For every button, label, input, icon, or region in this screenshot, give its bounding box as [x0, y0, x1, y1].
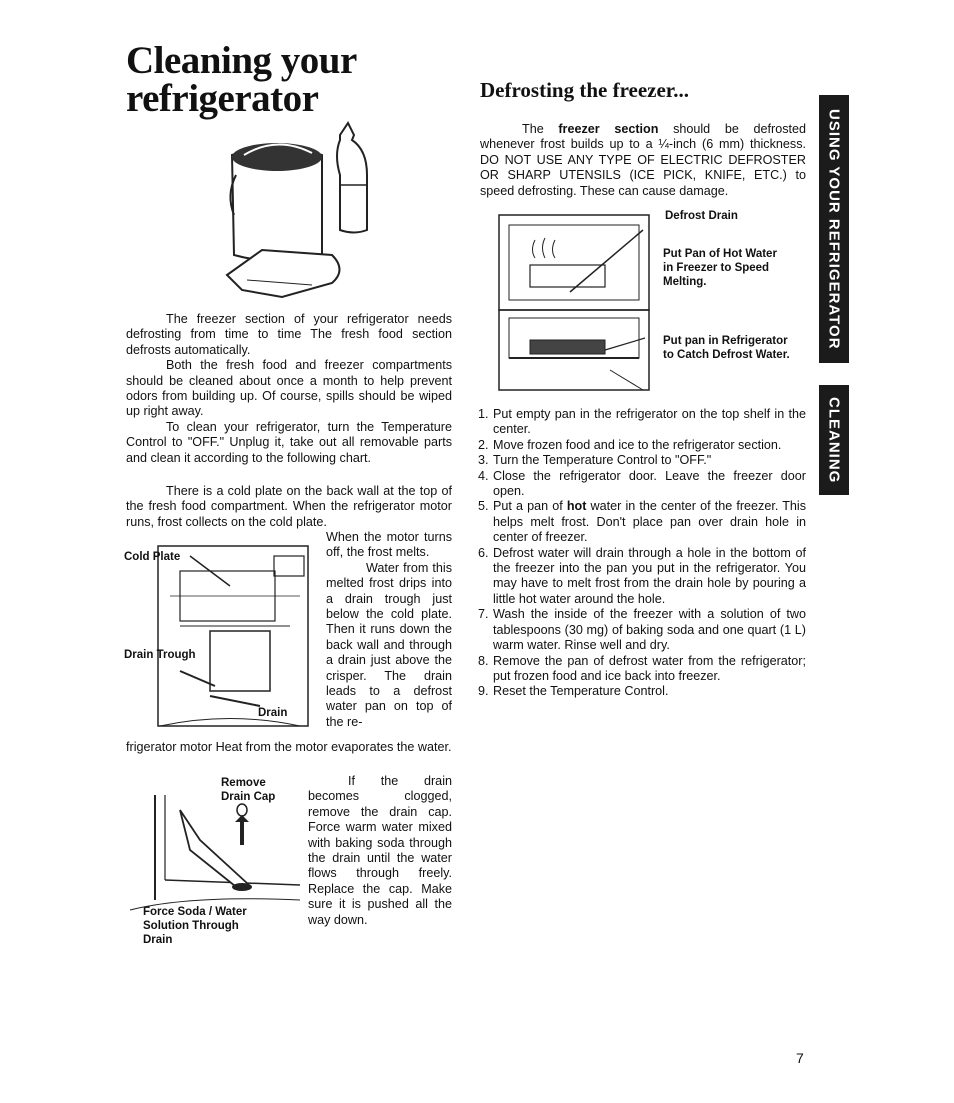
- left-para-5-tail: frigerator motor Heat from the motor evaporates the water.: [126, 740, 452, 754]
- left-para-2: Both the fresh food and freezer compartments should be cleaned about once a month to help prevent odors from building up. Of course, spills should be wiped up right away.: [126, 358, 452, 419]
- left-para-6: If the drain becomes clogged, remove the drain cap. Force warm water mixed with baking soda through the drain until the water flows through freely. Replace the cap. Make sure it is pushed all the way down.: [308, 774, 452, 927]
- step-item: 6. Defrost water will drain through a hole in the bottom of the freezer into the pan you put in the refrigerator. You may have to melt frost from the drain hole by pouring a little hot water around the hole.: [478, 545, 806, 606]
- label-put-pan-refrigerator-line1: Put pan in Refrigerator: [663, 335, 788, 347]
- right-intro-post: should be defrosted whenever frost builds up to a ¼-inch (6 mm) thickness. DO NOT USE ANY TYPE OF ELECTRIC DEFROSTER OR SHARP UTENSILS (ICE PICK, KNIFE, ETC.) to speed defrosting. These can cause damage.: [480, 122, 807, 198]
- bucket-sponge-illustration: [222, 115, 372, 305]
- page-number: 7: [796, 1050, 804, 1066]
- freezer-defrost-diagram: [495, 210, 660, 400]
- defrost-steps: [478, 407, 806, 700]
- label-force-soda-line1: Force Soda / Water: [143, 906, 247, 918]
- left-para-5-side: When the motor turns off, the frost melts.: [326, 530, 452, 560]
- tab-using-your-refrigerator: [819, 95, 849, 363]
- label-put-pan-hot-line1: Put Pan of Hot Water: [663, 248, 777, 260]
- left-para-1: The freezer section of your refrigerator needs defrosting from time to time The fresh food section defrosts automatically.: [126, 312, 452, 357]
- step-item: 4. Close the refrigerator door. Leave the freezer door open.: [478, 468, 806, 499]
- label-remove-drain-cap: [221, 776, 275, 804]
- step-item: 1. Put empty pan in the refrigerator on the top shelf in the center.: [478, 407, 806, 437]
- right-intro: [480, 122, 806, 199]
- label-remove-drain-cap-line2: Drain Cap: [221, 791, 276, 803]
- label-remove-drain-cap-line1: Remove: [221, 777, 266, 789]
- cold-plate-diagram: [150, 536, 318, 736]
- tab-cleaning: [819, 385, 849, 495]
- label-defrost-drain: Defrost Drain: [665, 210, 738, 222]
- step-item: 2. Move frozen food and ice to the refrigerator section.: [478, 437, 782, 452]
- tab-cleaning-label: CLEANING: [825, 396, 843, 484]
- left-para-5-side2: Water from this melted frost drips into a drain trough just below the cold plate. Then it runs down the back wall and through a drain just above the crisper. The drain leads to a defrost water pan on top of the re-: [326, 560, 452, 729]
- drain-cap-diagram: [130, 790, 300, 920]
- left-para-4: There is a cold plate on the back wall at the top of the fresh food compartment. When the refrigerator motor runs, frost collects on the cold plate.: [126, 484, 452, 529]
- right-intro-bold: freezer section: [558, 122, 659, 136]
- step-item: 9. Reset the Temperature Control.: [478, 684, 669, 699]
- label-put-pan-hot: [663, 247, 777, 289]
- label-put-pan-hot-line3: Melting.: [663, 276, 707, 288]
- label-force-soda-line3: Drain: [143, 934, 173, 946]
- left-para-3: To clean your refrigerator, turn the Temperature Control to "OFF." Unplug it, take out all removable parts and clean it according to the following chart.: [126, 419, 452, 465]
- right-intro-pre: The: [522, 122, 559, 136]
- step-item: 8. Remove the pan of defrost water from the refrigerator; put frozen food and ice back into freezer.: [478, 653, 806, 683]
- label-put-pan-refrigerator-line2: to Catch Defrost Water.: [663, 349, 790, 361]
- tab-using-your-refrigerator-label: USING YOUR REFRIGERATOR: [825, 108, 843, 350]
- step-item: 5. Put a pan of hot water in the center of the freezer. This helps melt frost. Don't place pan over drain hole in center of freezer.: [478, 499, 806, 545]
- label-put-pan-hot-line2: in Freezer to Speed: [663, 262, 770, 274]
- step-item: 3. Turn the Temperature Control to "OFF.": [478, 453, 712, 468]
- step-item: 7. Wash the inside of the freezer with a solution of two tablespoons (30 mg) of baking soda and one quart (1 L) warm water. Rinse well and dry.: [478, 607, 806, 653]
- label-cold-plate: Cold Plate: [124, 551, 181, 563]
- page-title-line1: Cleaning your: [126, 39, 357, 82]
- label-force-soda: [143, 905, 247, 947]
- label-force-soda-line2: Solution Through: [143, 920, 239, 932]
- page-title: [126, 39, 466, 120]
- label-drain: Drain: [258, 707, 288, 719]
- label-put-pan-refrigerator: [663, 334, 790, 362]
- page-title-line2: refrigerator: [126, 77, 319, 120]
- label-drain-trough: Drain Trough: [124, 649, 196, 661]
- section-heading: Defrosting the freezer...: [480, 78, 689, 102]
